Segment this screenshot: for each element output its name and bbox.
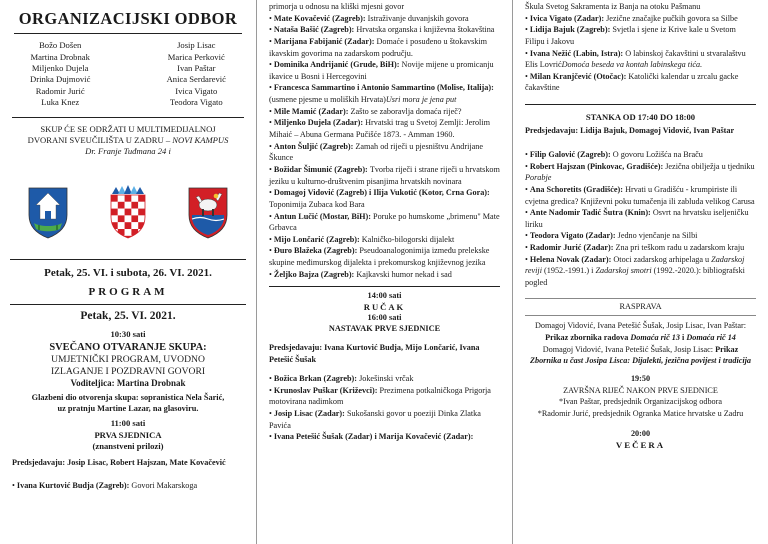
croatia-crest-icon xyxy=(106,185,150,239)
talk-item: • Ivana Petešić Šušak (Zadar) i Marija Kovačević (Zadar): xyxy=(269,432,474,442)
debate-book-2: Zbornika u čast Josipa Lisca: Dijalekti, jezična povijest i tradicija xyxy=(529,356,752,366)
committee-member: Ivica Vigato xyxy=(175,85,218,96)
opening-heading: SVEČANO OTVARANJE SKUPA: xyxy=(49,341,207,353)
continuation-line: primorja u odnosu na kliški mjesni govor xyxy=(269,2,405,11)
break-rule xyxy=(525,104,756,105)
committee-member: Teodora Vigato xyxy=(169,97,223,108)
talk-title: Zašto se zaboravlja domaća riječ? xyxy=(350,106,462,116)
talk-item: • Radomir Jurić (Zadar): Zna pri teškom radu u zadarskom kraju xyxy=(525,243,745,253)
committee-member: Miljenko Dujela xyxy=(31,63,89,74)
session-1c-chairs: Predsjedavaju: Lidija Bajuk, Domagoj Vidović, Ivan Paštar xyxy=(525,126,735,136)
debate-heading: RASPRAVA xyxy=(619,301,662,311)
speaker: Nataša Bašić (Zagreb): xyxy=(273,25,357,35)
closing-speaker-2: *Radomir Jurić, predsjednik Ogranka Matice hrvatske u Zadru xyxy=(537,408,744,418)
speaker: Božica Brkan (Zagreb): xyxy=(273,374,360,384)
title-italic: Domoća beseda va kontah labinskega tića. xyxy=(561,60,703,70)
committee-member: Ivan Paštar xyxy=(177,63,216,74)
talk-title: Domaće i posuđeno u štokavskim ikavskim govorima na zadarskom području. xyxy=(269,36,487,58)
checker-square xyxy=(118,195,125,202)
speaker: Antun Lučić (Mostar, BiH): xyxy=(273,211,374,221)
checker-square xyxy=(125,229,132,236)
talk-title: Istraživanje duvanjskih govora xyxy=(367,13,469,23)
talk-title: O labinskoj čakavštini u stvaralaštvu Elis Lovrić xyxy=(525,48,746,70)
speaker: Marijana Fabijanić (Zadar): xyxy=(273,36,377,46)
talk-title: Jezične značajke pučkih govora sa Silbe xyxy=(606,13,738,23)
zadar-crest-icon xyxy=(26,185,70,239)
time-1100: 11:00 sati xyxy=(110,418,146,429)
members-left xyxy=(30,40,90,108)
session-1-heading: PRVA SJEDNICA xyxy=(94,429,162,440)
time-1400: 14:00 sati xyxy=(367,291,402,301)
debate-rule-top xyxy=(525,298,756,299)
speaker: Filip Galović (Zagreb): xyxy=(529,149,613,159)
checker-square xyxy=(118,222,125,229)
talk-item: • Nataša Bašić (Zagreb): Hrvatska organska i književna štokavština xyxy=(269,25,495,35)
committee-member: Josip Lisac xyxy=(177,40,216,51)
session-1-subtitle: (znanstveni prilozi) xyxy=(92,440,164,451)
checker-square xyxy=(138,229,145,236)
committee-member: Marica Perković xyxy=(167,51,225,62)
talk-title: Svjetla i sjene iz Krive kale u Svetom Filipu i Jakovu xyxy=(525,25,736,46)
break-heading: STANKA OD 17:40 DO 18:00 xyxy=(585,112,696,123)
talk-title: Hrvatska organska i književna štokavština xyxy=(356,25,495,35)
checker-square xyxy=(138,195,145,202)
committee-member: Božo Došen xyxy=(39,40,82,51)
debate-names-1: Domagoj Vidović, Ivana Petešić Šušak, Josip Lisac, Ivan Paštar: xyxy=(534,321,747,331)
committee-member: Anica Serdarević xyxy=(166,74,226,85)
checker-square xyxy=(111,215,118,222)
talk-item: • Dominika Andrijanić (Grude, BiH): Novije mijene u promicanju ikavice u Bosni i Hercegovini xyxy=(269,60,494,81)
day-1-heading: Petak, 25. VI. 2021. xyxy=(10,304,246,324)
talk-item: • Francesca Sammartino i Antonio Sammartino (Molise, Italija): (usmene pjesme u moliških Hrvata)Usri mora je jena put xyxy=(269,83,494,105)
title-italic: Porabje xyxy=(525,173,552,183)
talk-item: • Domagoj Vidović (Zagreb) i Ilija Vukotić (Kotor, Crna Gora): Toponimija Zubaca kod Bara xyxy=(269,188,490,209)
checker-square xyxy=(111,209,118,216)
checker-square xyxy=(125,209,132,216)
speaker: Teodora Vigato (Zadar): xyxy=(529,231,618,241)
talk-title: (1992.-2020.): bibliografski pogled xyxy=(525,266,745,287)
talk-title: Jedno vjenčanje na Silbi xyxy=(617,231,698,241)
talk-item: • Ante Nadomir Tadić Šutra (Knin): Osvrt na hrvatsku iseljeničku liriku xyxy=(525,208,749,229)
talk-title: Toponimija Zubaca kod Bara xyxy=(269,199,365,209)
speaker: Božidar Šimunić (Zagreb): xyxy=(273,164,370,174)
speaker: Đuro Blažeka (Zagreb): xyxy=(273,246,360,256)
talk-item: • Mijo Lončarić (Zagreb): Kalničko-bilogorski dijalekt xyxy=(269,234,455,244)
speaker: Ana Schoretits (Gradišće): xyxy=(529,184,626,194)
talk-title: Jokešinski vrčak xyxy=(359,374,414,384)
talk-title: O govoru Ložišća na Braču xyxy=(612,149,703,159)
speaker: Radomir Jurić (Zadar): xyxy=(529,243,616,253)
venue-line-2: DVORANI SVEUČILIŠTA U ZADRU – NOVI KAMPUS xyxy=(27,134,229,145)
checker-square xyxy=(131,215,138,222)
speaker: Krunoslav Puškar (Križevci): xyxy=(273,385,380,395)
session-1b-talks-cont xyxy=(525,13,756,94)
talk-title: Zamah od riječi u pjesništvu Andrijane Škunce xyxy=(269,141,483,163)
talk-title: Hrvatski trag u Svetoj Zemlji: Jerolim Mihaić – Abuna Germana Pučišće 1873. - Amman 1960. xyxy=(269,118,490,140)
talk-item: • Ivica Vigato (Zadar): Jezične značajke pučkih govora sa Silbe xyxy=(525,13,738,23)
title-italic: Zadarskoj smotri xyxy=(595,266,652,276)
talk-item: • Ivana Kurtović Budja (Zagreb): Govori Makarskoga xyxy=(12,480,198,490)
talk-title: Tvorba riječi i strane riječi u hrvatskom jeziku u kulturno-društvenim pisanjima hrvatskih novinara xyxy=(269,164,500,186)
talk-title: Prezimena potkalničkoga Prigorja motovirana nadimkom xyxy=(269,385,491,407)
speaker: Francesca Sammartino i Antonio Sammartino (Molise, Italija): xyxy=(273,83,494,93)
session-1c-talks xyxy=(525,149,756,289)
talk-title: Zna pri teškom radu u zadarskom kraju xyxy=(615,243,745,253)
column-2 xyxy=(256,0,512,544)
committee-member: Luka Knez xyxy=(41,97,80,108)
speaker: Josip Lisac (Zadar): xyxy=(273,409,347,419)
checker-square xyxy=(131,202,138,209)
talk-item: • Antun Lučić (Mostar, BiH): Poruke po humskome „brimenu" Mate Grbavca xyxy=(269,211,500,233)
talk-title: Sukošanski govor u poeziji Dinka Zlatka Pavića xyxy=(269,409,481,430)
committee-member: Drinka Dujmović xyxy=(30,74,91,85)
checker-square xyxy=(138,209,145,216)
checker-square xyxy=(125,202,132,209)
members-rule xyxy=(12,117,244,118)
talk-title: Otoci zadarskog arhipelaga u xyxy=(613,254,712,264)
column-1 xyxy=(0,0,256,544)
checker-square xyxy=(138,215,145,222)
venue-line-3: Dr. Franje Tuđmana 24 i xyxy=(85,145,171,156)
venue-notice xyxy=(12,120,244,158)
talk-item: • Lidija Bajuk (Zagreb): Svjetla i sjene iz Krive kale u Svetom Filipu i Jakovu xyxy=(525,25,736,46)
talk-item: • Robert Hajszan (Pinkovac, Gradišće): Jezična obilježja u tjedniku Porabje xyxy=(525,161,755,183)
checker-square xyxy=(131,209,138,216)
title-italic: Usri mora je jena put xyxy=(385,95,457,105)
talk-item: • Miljenko Dujela (Zadar): Hrvatski trag u Svetoj Zemlji: Jerolim Mihaić – Abuna Germana Pučišće 1873. - Amman 1960. xyxy=(269,118,490,140)
checker-square xyxy=(118,209,125,216)
talk-item: • Đuro Blažeka (Zagreb): Pseudoanalogonimija između prelekske skupine međimurskog dijalekta i prekomurskog književnog jezika xyxy=(269,246,490,268)
talk-item: • Teodora Vigato (Zadar): Jedno vjenčanje na Silbi xyxy=(525,231,698,241)
talk-title: (usmene pjesme u moliških Hrvata) xyxy=(269,95,386,105)
talk-item: • Željko Bajza (Zagreb): Kajkavski humor nekad i sad xyxy=(269,269,452,279)
speaker: Željko Bajza (Zagreb): xyxy=(273,269,357,279)
lunch-rule xyxy=(269,286,500,287)
checker-square xyxy=(125,195,132,202)
zadar-county-crest-icon xyxy=(186,185,230,239)
checker-square xyxy=(138,202,145,209)
talk-item: • Krunoslav Puškar (Križevci): Prezimena potkalničkoga Prigorja motovirana nadimkom xyxy=(269,385,491,407)
checker-square xyxy=(118,215,125,222)
talk-title: Novije mijene u promicanju ikavice u Bosni i Hercegovini xyxy=(269,60,494,81)
speaker: Dominika Andrijanić (Grude, BiH): xyxy=(273,60,402,70)
opening-sub-2: IZLAGANJE I POZDRAVNI GOVORI xyxy=(50,365,206,377)
talk-title: Poruke po humskome „brimenu" Mate Grbavca xyxy=(269,211,500,233)
checker-square xyxy=(111,236,118,239)
speaker: Ivica Vigato (Zadar): xyxy=(529,13,607,23)
committee-member: Martina Drobnak xyxy=(30,51,90,62)
talk-item: • Božica Brkan (Zagreb): Jokešinski vrčak xyxy=(269,374,414,384)
committee-member: Radomir Jurić xyxy=(35,85,85,96)
program-heading: PROGRAM xyxy=(88,286,168,299)
talk-item: • Ana Schoretits (Gradišće): Hrvati u Gradišću - krumpiriste ili cvjetna gredica? Književni poku tumačenja ili zabluda velikog Carusa xyxy=(525,184,755,206)
debate-rule-bottom xyxy=(525,315,756,316)
time-1030: 10:30 sati xyxy=(110,328,146,339)
checker-square xyxy=(125,215,132,222)
talk-title: Katolički kalendar u zrcalu gacke čakavštine xyxy=(525,71,739,93)
speaker: Mile Mamić (Zadar): xyxy=(273,106,351,116)
speaker: Mijo Lončarić (Zagreb): xyxy=(273,234,362,244)
title-italic: Zadarskoj reviji xyxy=(525,254,745,276)
lunch-heading: RUČAK xyxy=(363,302,406,313)
speaker: Lidija Bajuk (Zagreb): xyxy=(529,25,613,35)
committee-title: ORGANIZACIJSKI ODBOR xyxy=(18,9,238,28)
talk-item: • Božidar Šimunić (Zagreb): Tvorba riječi i strane riječi u hrvatskom jeziku u kulturno-društvenim pisanjima hrvatskih novinara xyxy=(269,164,500,186)
speaker: Milan Kranjčević (Otočac): xyxy=(529,71,629,81)
debate-book-1: Prikaz zbornika radova Domaća rič 13 i Domaća rič 14 xyxy=(545,333,736,343)
closing-speaker-1: *Ivan Paštar, predsjednik Organizacijskog odbora xyxy=(559,397,722,407)
crests-row xyxy=(0,185,256,239)
speaker: Mate Kovačević (Zagreb): xyxy=(273,13,368,23)
checker-square xyxy=(111,195,118,202)
speaker: Anton Šuljić (Zagreb): xyxy=(273,141,356,151)
speaker: Robert Hajszan (Pinkovac, Gradišće): xyxy=(529,161,666,171)
checker-square xyxy=(118,202,125,209)
checker-square xyxy=(111,202,118,209)
members-right xyxy=(167,40,226,108)
checker-square xyxy=(138,236,145,239)
music-line-2: uz pratnju Martine Lazar, na glasoviru. xyxy=(57,403,199,413)
talk-title: Kajkavski humor nekad i sad xyxy=(356,269,452,279)
speaker: Ivana Petešić Šušak (Zadar) i Marija Kovačević (Zadar): xyxy=(273,432,474,442)
music-line-1: Glazbeni dio otvorenja skupa: sopranistica Nela Šarić, xyxy=(31,392,225,402)
talk-title: Kalničko-bilogorski dijalekt xyxy=(361,234,455,244)
checker-square xyxy=(125,222,132,229)
column-3 xyxy=(512,0,768,544)
speaker: Ivana Nežić (Labin, Istra): xyxy=(529,48,626,58)
talk-title: Osvrt na hrvatsku iseljeničku liriku xyxy=(525,208,749,229)
talk-item: • Marijana Fabijanić (Zadar): Domaće i posuđeno u štokavskim ikavskim govorima na zadarskom području. xyxy=(269,36,487,58)
committee-members xyxy=(30,40,226,108)
talk-item: • Filip Galović (Zagreb): O govoru Ložišća na Braču xyxy=(525,149,703,159)
talk-item: • Milan Kranjčević (Otočac): Katolički kalendar u zrcalu gacke čakavštine xyxy=(525,71,739,93)
session-1b-talks xyxy=(269,373,500,443)
talk-item: • Mate Kovačević (Zagreb): Istraživanje duvanjskih govora xyxy=(269,13,469,23)
time-1950: 19:50 xyxy=(630,373,651,383)
session-1-talks xyxy=(269,13,500,281)
event-dates: Petak, 25. VI. i subota, 26. VI. 2021. xyxy=(10,259,246,280)
speaker: Helena Novak (Zadar): xyxy=(529,254,614,264)
speaker: Miljenko Dujela (Zadar): xyxy=(273,118,366,128)
time-1600: 16:00 sati xyxy=(367,313,402,323)
host: Voditeljica: Martina Drobnak xyxy=(70,378,186,389)
title-rule xyxy=(14,33,242,34)
session-1-continued: NASTAVAK PRVE SJEDNICE xyxy=(328,324,441,334)
talk-item: • Anton Šuljić (Zagreb): Zamah od riječi u pjesništvu Andrijane Škunce xyxy=(269,141,483,163)
talk-item: • Mile Mamić (Zadar): Zašto se zaboravlja domaća riječ? xyxy=(269,106,462,116)
dinner-heading: VEČERA xyxy=(615,440,666,451)
continuation-line: Škula Svetog Sakramenta iz Banja na otoku Pašmanu xyxy=(525,2,701,11)
talk-title: Hrvati u Gradišću - krumpiriste ili cvjetna gredica? Književni poku tumačenja ili zabluda velikog Carusa xyxy=(525,184,755,206)
talk-item: • Josip Lisac (Zadar): Sukošanski govor u poeziji Dinka Zlatka Pavića xyxy=(269,409,481,430)
session-1b-chairs: Predsjedavaju: Ivana Kurtović Budja, Mijo Lončarić, Ivana Petešić Šušak xyxy=(269,342,480,364)
talk-item: • Ivana Nežić (Labin, Istra): O labinskoj čakavštini u stvaralaštvu Elis LovrićDomoća beseda va kontah labinskega tića. xyxy=(525,48,746,70)
debate-names-2: Domagoj Vidović, Ivana Petešić Šušak, Josip Lisac: Prikaz xyxy=(542,344,739,354)
checker-square xyxy=(111,229,118,236)
speaker: Ante Nadomir Tadić Šutra (Knin): xyxy=(529,208,653,218)
session-1-chairs: Predsjedavaju: Josip Lisac, Robert Hajszan, Mate Kovačević xyxy=(12,458,226,467)
talk-title: Jezična obilježja u tjedniku xyxy=(665,161,755,171)
opening-sub-1: UMJETNIČKI PROGRAM, UVODNO xyxy=(51,354,205,366)
time-2000: 20:00 xyxy=(630,428,651,438)
talk-title: (1952.-1991.) i xyxy=(541,266,596,276)
closing-heading: ZAVRŠNA RIJEČ NAKON PRVE SJEDNICE xyxy=(563,385,718,395)
venue-line-1: SKUP ĆE SE ODRŽATI U MULTIMEDIJALNOJ xyxy=(40,123,216,134)
checker-square xyxy=(131,222,138,229)
talk-title: Pseudoanalogonimija između prelekske skupine međimurskog dijalekta i prekomurskog književnog jezika xyxy=(269,246,490,268)
speaker: Domagoj Vidović (Zagreb) i Ilija Vukotić (Kotor, Crna Gora): xyxy=(273,188,490,198)
talk-item: • Helena Novak (Zadar): Otoci zadarskog arhipelaga u Zadarskoj reviji (1952.-1991.) i Zadarskoj smotri (1992.-2020.): bibliografski pogled xyxy=(525,254,745,287)
checker-square xyxy=(131,195,138,202)
